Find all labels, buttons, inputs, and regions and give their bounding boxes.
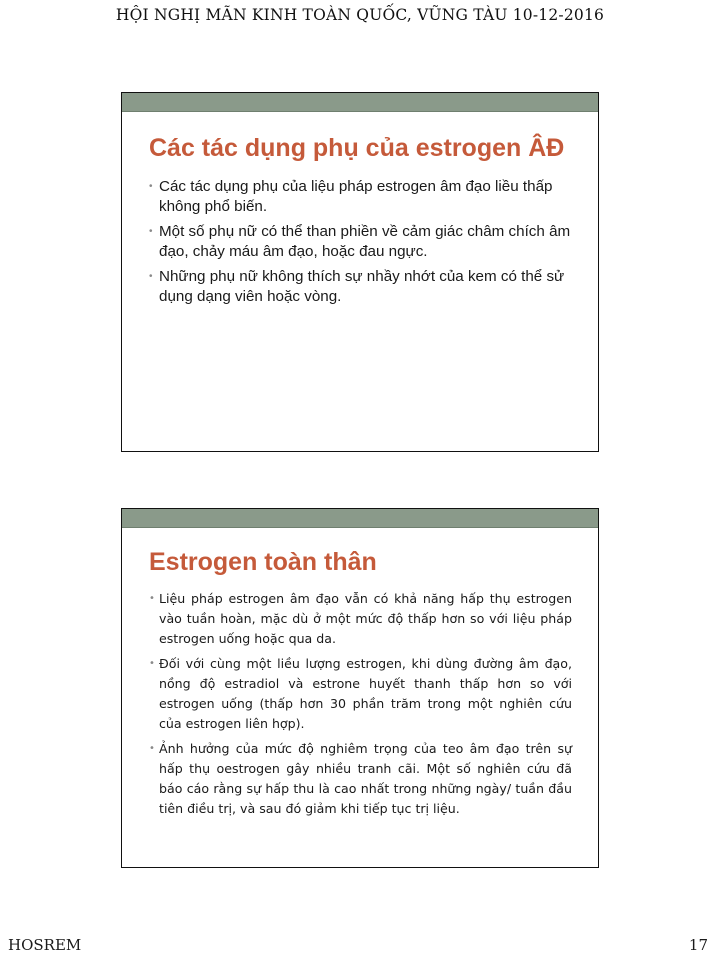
slide-1 xyxy=(121,92,599,452)
slide-title: Các tác dụng phụ của estrogen ÂĐ xyxy=(149,134,565,162)
page-header: HỘI NGHỊ MÃN KINH TOÀN QUỐC, VŨNG TÀU 10-12-2016 xyxy=(115,6,605,24)
bullet-item: • Đối với cùng một liều lượng estrogen, khi dùng đường âm đạo, nồng độ estradiol và estrone huyết thanh thấp hơn so với estrogen uống (thấp hơn 30 phần trăm trong một nghiên cứu của estrogen liên hợp). xyxy=(149,654,572,734)
page-number: 17 xyxy=(688,936,708,954)
slide-2 xyxy=(121,508,599,868)
bullet-item: • Liệu pháp estrogen âm đạo vẫn có khả năng hấp thụ estrogen vào tuần hoàn, mặc dù ở một mức độ thấp hơn so với liệu pháp estrogen uống hoặc qua da. xyxy=(149,589,572,649)
bullet-item: • Các tác dụng phụ của liệu pháp estrogen âm đạo liều thấp không phổ biến. xyxy=(149,177,578,217)
bullet-list xyxy=(149,177,578,307)
slide-title: Estrogen toàn thân xyxy=(149,548,377,576)
footer-organization: HOSREM xyxy=(8,936,82,954)
bullet-list xyxy=(149,589,572,819)
bullet-item: • Ảnh hưởng của mức độ nghiêm trọng của teo âm đạo trên sự hấp thụ oestrogen gây nhiều tranh cãi. Một số nghiên cứu đã báo cáo rằng sự hấp thu là cao nhất trong những ngày/ tuần đầu tiên điều trị, và sau đó giảm khi tiếp tục trị liệu. xyxy=(149,739,572,819)
slide-header-bar xyxy=(122,509,598,528)
bullet-item: • Những phụ nữ không thích sự nhầy nhớt của kem có thể sử dụng dạng viên hoặc vòng. xyxy=(149,267,578,307)
slide-header-bar xyxy=(122,93,598,112)
bullet-item: • Một số phụ nữ có thể than phiền về cảm giác châm chích âm đạo, chảy máu âm đạo, hoặc đau ngực. xyxy=(149,222,578,262)
